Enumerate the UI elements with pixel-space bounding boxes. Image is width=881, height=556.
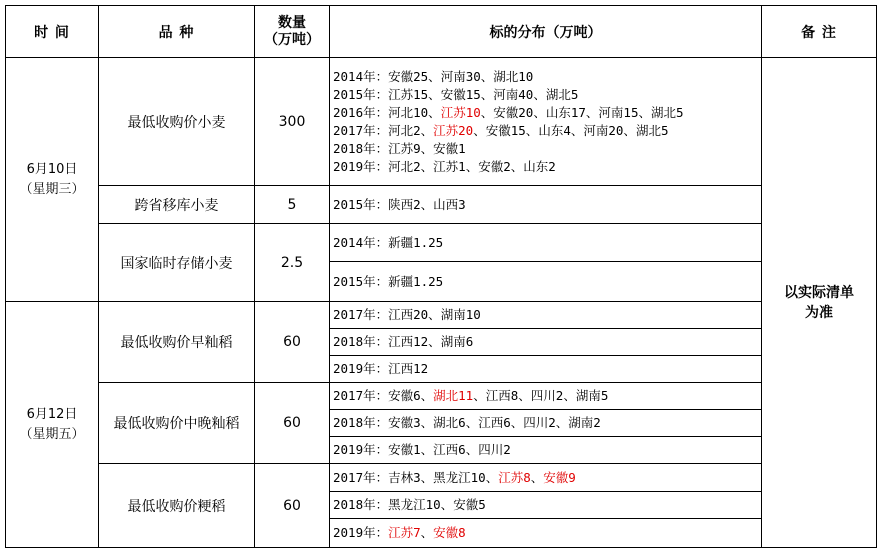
distribution-cell: [330, 224, 762, 262]
distribution-line: [333, 360, 761, 378]
quantity-value: 60: [255, 302, 330, 383]
province-amount: 黑龙江10: [388, 497, 441, 512]
province-amount: 陕西2: [388, 196, 421, 212]
header-distribution: 标的分布（万吨）: [330, 6, 762, 58]
variety-name: 最低收购价早籼稻: [99, 302, 255, 383]
table-row: [6, 186, 877, 224]
table-row: [6, 302, 877, 329]
province-amount: 湖南10: [440, 307, 481, 322]
distribution-line: 2019年：江苏7、安徽8: [333, 525, 466, 540]
province-amount: 江苏10: [440, 104, 481, 120]
province-amount: 新疆1.25: [388, 273, 444, 289]
distribution-line: 2015年：江苏15、安徽15、河南40、湖北5: [333, 86, 579, 102]
year-label: 2018年：: [333, 140, 389, 156]
province-amount: 安徽25: [388, 68, 429, 84]
year-label: 2018年：: [333, 334, 389, 349]
variety-name: 最低收购价中晚籼稻: [99, 383, 255, 464]
distribution-line: 2018年：江西12、湖南6: [333, 334, 474, 349]
year-label: 2014年：: [333, 68, 389, 84]
year-label: 2017年：: [333, 122, 389, 138]
province-amount: 安徽3: [388, 415, 421, 430]
province-amount: 湖北5: [545, 86, 579, 102]
province-amount: 江苏1: [433, 158, 466, 174]
distribution-cell: [330, 329, 762, 356]
province-amount: 河北2: [388, 158, 421, 174]
year-label: 2019年：: [333, 361, 389, 376]
distribution-line: 2019年：河北2、江苏1、安徽2、山东2: [333, 158, 556, 174]
distribution-line: 2019年：安徽1、江西6、四川2: [333, 442, 511, 457]
province-amount: 江西20: [388, 307, 429, 322]
distribution-cell: [330, 186, 762, 224]
province-amount: 江苏9: [388, 140, 421, 156]
province-amount: 河南15: [598, 104, 639, 120]
province-amount: 吉林3: [388, 469, 421, 485]
header-time: 时 间: [6, 6, 99, 58]
year-label: 2019年：: [333, 158, 389, 174]
province-amount: 江西12: [388, 361, 429, 376]
province-amount: 江西6: [433, 442, 466, 457]
province-amount: 江西6: [478, 415, 511, 430]
province-amount: 四川2: [478, 442, 511, 457]
distribution-cell: [330, 492, 762, 519]
distribution-cell: [330, 262, 762, 302]
distribution-line: 2014年：安徽25、河南30、湖北10: [333, 68, 534, 84]
province-amount: 湖南2: [568, 415, 601, 430]
province-amount: 江西8: [485, 388, 519, 403]
province-amount: 河南40: [493, 86, 534, 102]
year-label: 2018年：: [333, 415, 389, 430]
province-amount: 河北2: [388, 122, 421, 138]
province-amount: 湖南6: [440, 334, 474, 349]
distribution-line: 2017年：江西20、湖南10: [333, 307, 481, 322]
province-amount: 山东17: [545, 104, 586, 120]
distribution-cell: [330, 437, 762, 464]
date-cell: 6月10日 （星期三）: [6, 58, 99, 302]
header-quantity: 数量 （万吨）: [255, 6, 330, 58]
year-label: 2018年：: [333, 497, 389, 512]
province-amount: 江苏8: [498, 469, 531, 485]
distribution-line: 2016年：河北10、江苏10、安徽20、山东17、河南15、湖北5: [333, 104, 684, 120]
province-amount: 河南30: [440, 68, 481, 84]
province-amount: 安徽20: [493, 104, 534, 120]
year-label: 2019年：: [333, 442, 389, 457]
grain-auction-table: [5, 5, 877, 548]
province-amount: 江西12: [388, 334, 429, 349]
table-row: [6, 464, 877, 492]
province-amount: 安徽9: [543, 469, 576, 485]
province-amount: 湖北6: [433, 415, 466, 430]
province-amount: 四川2: [530, 388, 564, 403]
distribution-cell: [330, 356, 762, 383]
quantity-value: 300: [255, 58, 330, 186]
distribution-cell: [330, 464, 762, 492]
distribution-cell: [330, 519, 762, 548]
province-amount: 湖北5: [651, 104, 684, 120]
year-label: 2016年：: [333, 104, 389, 120]
province-amount: 湖北11: [433, 388, 474, 403]
province-amount: 新疆1.25: [388, 234, 444, 250]
distribution-cell: [330, 383, 762, 410]
province-amount: 四川2: [523, 415, 556, 430]
province-amount: 江苏15: [388, 86, 429, 102]
distribution-line: 2018年：黑龙江10、安徽5: [333, 497, 486, 512]
province-amount: 安徽15: [440, 86, 481, 102]
province-amount: 湖北10: [493, 68, 534, 84]
quantity-value: 60: [255, 464, 330, 548]
year-label: 2017年：: [333, 307, 389, 322]
province-amount: 山西3: [433, 196, 466, 212]
province-amount: 安徽2: [478, 158, 511, 174]
year-label: 2015年：: [333, 273, 389, 289]
distribution-cell: [330, 410, 762, 437]
year-label: 2015年：: [333, 86, 389, 102]
year-label: 2015年：: [333, 196, 389, 212]
distribution-cell: [330, 302, 762, 329]
variety-name: 最低收购价粳稻: [99, 464, 255, 548]
province-amount: 安徽8: [433, 525, 466, 540]
header-variety: 品 种: [99, 6, 255, 58]
quantity-value: 60: [255, 383, 330, 464]
table-row: [6, 58, 877, 186]
variety-name: 跨省移库小麦: [99, 186, 255, 224]
province-amount: 安徽1: [388, 442, 421, 457]
variety-name: 国家临时存储小麦: [99, 224, 255, 302]
table-row: [6, 224, 877, 262]
province-amount: 山东2: [523, 158, 556, 174]
province-amount: 湖南5: [575, 388, 609, 403]
distribution-line: [333, 273, 761, 291]
province-amount: 河南20: [583, 122, 624, 138]
table-row: [6, 383, 877, 410]
quantity-value: 5: [255, 186, 330, 224]
year-label: 2019年：: [333, 525, 389, 540]
distribution-line: 2017年：安徽6、湖北11、江西8、四川2、湖南5: [333, 388, 609, 403]
distribution-line: 2017年：河北2、江苏20、安徽15、山东4、河南20、湖北5: [333, 122, 669, 138]
distribution-line: 2017年：吉林3、黑龙江10、江苏8、安徽9: [333, 469, 576, 485]
distribution-line: [333, 234, 761, 252]
remark-cell: 以实际清单 为准: [762, 58, 877, 548]
year-label: 2017年：: [333, 388, 389, 403]
year-label: 2014年：: [333, 234, 389, 250]
distribution-line: 2015年：陕西2、山西3: [333, 196, 466, 212]
province-amount: 黑龙江10: [433, 469, 486, 485]
distribution-cell: [330, 58, 762, 186]
date-cell: 6月12日 （星期五）: [6, 302, 99, 548]
province-amount: 安徽15: [485, 122, 526, 138]
variety-name: 最低收购价小麦: [99, 58, 255, 186]
province-amount: 安徽6: [388, 388, 421, 403]
quantity-value: 2.5: [255, 224, 330, 302]
province-amount: 湖北5: [635, 122, 669, 138]
province-amount: 山东4: [538, 122, 571, 138]
distribution-line: 2018年：安徽3、湖北6、江西6、四川2、湖南2: [333, 415, 601, 430]
header-remark: 备 注: [762, 6, 877, 58]
province-amount: 江苏20: [433, 122, 474, 138]
province-amount: 安徽1: [433, 140, 466, 156]
province-amount: 江苏7: [388, 525, 421, 540]
distribution-line: 2018年：江苏9、安徽1: [333, 140, 466, 156]
province-amount: 安徽5: [453, 497, 486, 512]
year-label: 2017年：: [333, 469, 389, 485]
province-amount: 河北10: [388, 104, 429, 120]
